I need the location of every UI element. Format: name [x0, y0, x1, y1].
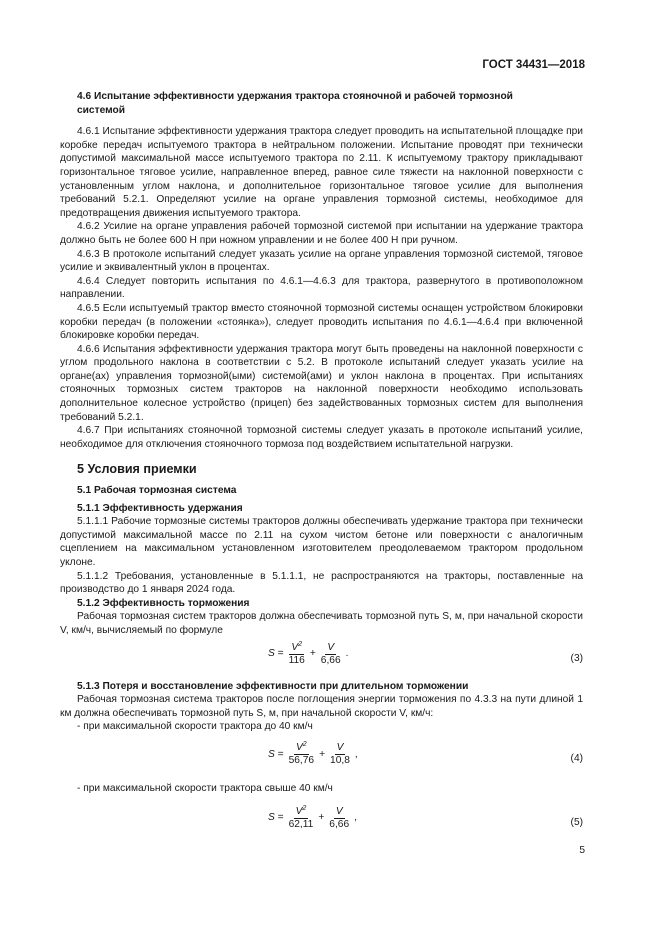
formula-3 — [60, 642, 583, 676]
section-5-title: 5 Условия приемки — [77, 462, 197, 477]
section-5-1-1-title: 5.1.1 Эффективность удержания — [77, 502, 243, 514]
formula-5 — [60, 800, 583, 840]
section-4-6-title-line1: 4.6 Испытание эффективности удержания трактора стояночной и рабочей тормозной — [77, 91, 513, 102]
paragraph-4-6-6: 4.6.6 Испытания эффективности удержания трактора могут быть проведены на наклонной поверхности с углом продольного наклона в соответствии с 5.2. В протоколе испытаний следует указать усилие на органе(ах) управления тормозной(ыми) системой(ами) и уклон наклона в процентах. При испытаниях стояночных тормозных систем тракторов на наклонной поверхности необходимо использовать дополнительное колесное устройство (прицеп) без задействованных тормозных систем для выполнения требований 5.2.1. — [60, 343, 583, 423]
page-number: 5 — [579, 845, 585, 856]
section-5-1-2-title: 5.1.2 Эффективность торможения — [77, 597, 250, 609]
paragraph-5-1-1-2: 5.1.1.2 Требования, установленные в 5.1.1.1, не распространяются на тракторы, поставленные на производство до 1 января 2024 года. — [60, 570, 583, 596]
paragraph-4-6-4: 4.6.4 Следует повторить испытания по 4.6.1—4.6.3 для трактора, развернутого в противоположном направлении. — [60, 275, 583, 301]
formula-4 — [60, 738, 583, 778]
formula-3-expression: S = $\frac{V^2}{116}$ + $\frac{V}{6,66}$ . — [268, 640, 349, 666]
section-5-1-3-title: 5.1.3 Потеря и восстановление эффективности при длительном торможении — [77, 680, 469, 692]
paragraph-5-1-3: Рабочая тормозная система тракторов после поглощения энергии торможения по 4.3.3 на пути длиной 1 км должна обеспечивать тормозной путь S, м, при начальной скорости V, км/ч: — [60, 694, 583, 719]
formula-5-expression: S = $\frac{V^2}{62,11}$ + $\frac{V}{6,66}$ , — [268, 804, 357, 830]
paragraph-5-1-1-1: 5.1.1.1 Рабочие тормозные системы тракторов должны обеспечивать удержание трактора при технически допустимой максимальной массе по 2.11 на сухом чистом бетоне или поверхности с аналогичным сцеплением на максимальном установленном изготовителем преодолеваемом трактором продольном уклоне. — [60, 516, 583, 568]
formula-4-expression: S = $\frac{V^2}{56,76}$ + $\frac{V}{10,8}$ , — [268, 740, 358, 766]
formula-4-number: (4) — [570, 752, 583, 764]
paragraph-4-6-7: 4.6.7 При испытаниях стояночной тормозной системы следует указать в протоколе испытаний усилие, необходимое для отключения стояночного тормоза под воздействием испытательной нагрузки. — [60, 425, 583, 450]
list-item-over-40: - при максимальной скорости трактора свыше 40 км/ч — [77, 782, 333, 794]
formula-5-number: (5) — [570, 816, 583, 828]
formula-3-number: (3) — [570, 652, 583, 664]
section-5-1-title: 5.1 Рабочая тормозная система — [77, 485, 237, 497]
section-4-6-title-line2: системой — [77, 104, 126, 116]
paragraph-4-6-2: 4.6.2 Усилие на органе управления рабочей тормозной системой при испытании на удержание трактора должно быть не более 600 Н при ножном управлении и не более 400 Н при ручном. — [60, 221, 583, 246]
document-code: ГОСТ 34431—2018 — [482, 59, 585, 71]
list-item-upto-40: - при максимальной скорости трактора до 40 км/ч — [77, 721, 313, 733]
paragraph-4-6-3: 4.6.3 В протоколе испытаний следует указать усилие на органе управления тормозной системой, тяговое усилие и эквивалентный уклон в процентах. — [60, 248, 583, 274]
paragraph-4-6-5: 4.6.5 Если испытуемый трактор вместо стояночной тормозной системы оснащен устройством блокировки коробки передач (в положении «стоянка»), следует проводить испытания по 4.6.1—4.6.4 при включенной блокировке коробки передач. — [60, 302, 583, 342]
paragraph-5-1-2: Рабочая тормозная систем тракторов должна обеспечивать тормозной путь S, м, при начальной скорости V, км/ч, вычисляемый по формуле — [60, 611, 583, 636]
page-body — [60, 90, 583, 844]
paragraph-4-6-1: 4.6.1 Испытание эффективности удержания трактора следует проводить на испытательной площадке при коробке передач испытуемого трактора в нейтральном положении. Испытание проводят при технически допустимой максимальной массе испытуемого трактора по 2.11. К испытуемому трактору прикладывают горизонтальное тяговое усилие, направленное вперед, равное силе тяжести на наклонной поверхности с установленным углом наклона, и дополнительное горизонтальное тяговое усилие для выполнения требований 5.2.1. Определяют усилие на органе управления тормозной системы, необходимое для предотвращения движения испытуемого трактора. — [60, 126, 583, 219]
